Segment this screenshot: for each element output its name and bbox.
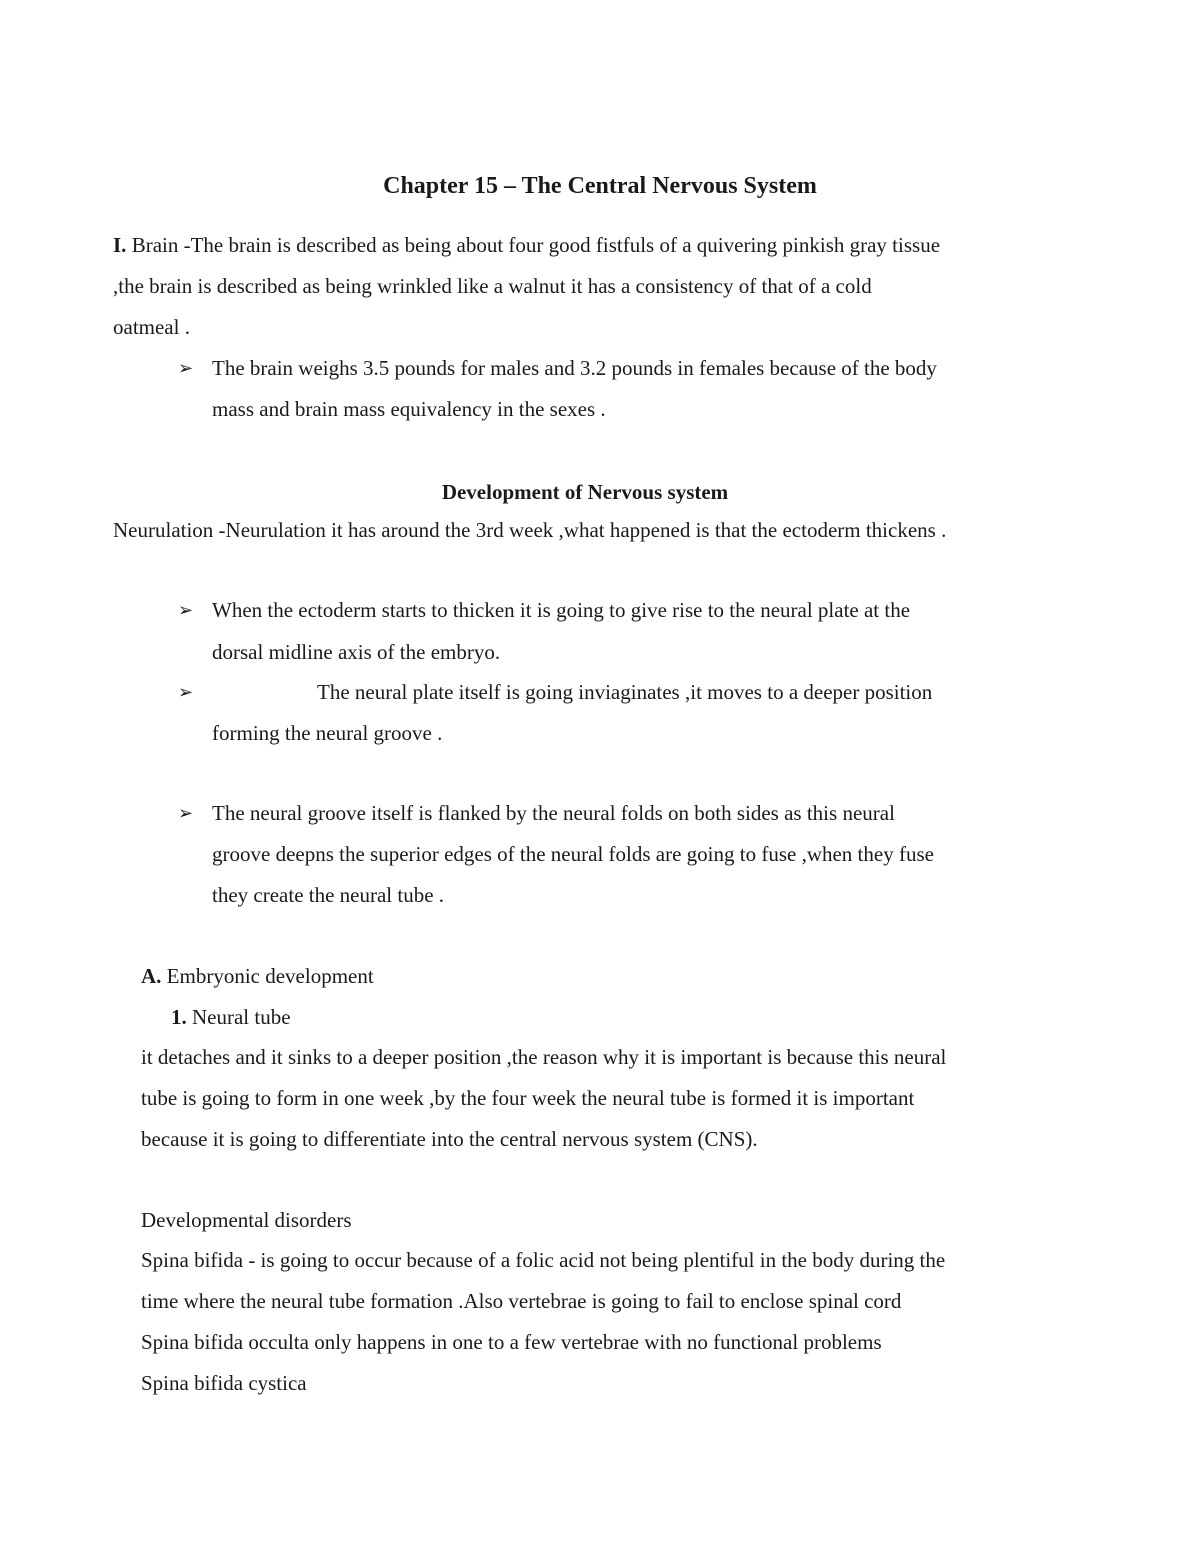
page-title: Chapter 15 – The Central Nervous System [383,173,817,199]
section-i-line-3: oatmeal . [113,315,190,339]
neural-tube-heading [171,1007,291,1028]
neural-tube-line-3: because it is going to differentiate into the central nervous system (CNS). [141,1127,758,1151]
neural-tube-label: 1. [171,1005,187,1029]
neural-groove-line-1: The neural groove itself is flanked by the neural folds on both sides as this neural [212,801,895,825]
disorders-line-1: Spina bifida - is going to occur because of a folic acid not being plentiful in the body during the [141,1248,946,1272]
neural-plate-line-2: forming the neural groove . [212,721,443,745]
neural-tube-heading-text: Neural tube [186,1005,291,1029]
development-heading: Development of Nervous system [441,480,729,504]
neural-tube-line-1: it detaches and it sinks to a deeper position ,the reason why it is important is because this neural [141,1045,947,1069]
embryonic-heading-text: Embryonic development [161,964,374,988]
section-i-line-1 [113,235,940,256]
embryonic-heading [141,966,374,987]
brain-weight-line-1: The brain weighs 3.5 pounds for males and 3.2 pounds in females because of the body [212,356,937,380]
arrow-bullet-icon: ➢ [178,803,194,824]
embryonic-label: A. [141,964,162,988]
neural-groove-line-2: groove deepns the superior edges of the neural folds are going to fuse ,when they fuse [212,842,934,866]
brain-weight-line-2: mass and brain mass equivalency in the sexes . [212,397,606,421]
ectoderm-line-1: When the ectoderm starts to thicken it is going to give rise to the neural plate at the [212,598,911,622]
section-i-text-1: Brain -The brain is described as being about four good fistfuls of a quivering pinkish gray tissue [126,233,941,257]
neural-tube-line-2: tube is going to form in one week ,by the four week the neural tube is formed it is important [141,1086,915,1110]
disorders-line-3: Spina bifida occulta only happens in one to a few vertebrae with no functional problems [141,1330,882,1354]
arrow-bullet-icon: ➢ [178,358,194,379]
neurulation-intro: Neurulation -Neurulation it has around the 3rd week ,what happened is that the ectoderm thickens . [113,518,947,542]
neural-plate-line-1: The neural plate itself is going inviaginates ,it moves to a deeper position [317,680,933,704]
section-i-line-2: ,the brain is described as being wrinkled like a walnut it has a consistency of that of a cold [113,274,872,298]
disorders-line-2: time where the neural tube formation .Also vertebrae is going to fail to enclose spinal cord [141,1289,902,1313]
disorders-line-4: Spina bifida cystica [141,1371,307,1395]
section-i-label: I. [113,233,127,257]
neural-groove-line-3: they create the neural tube . [212,883,445,907]
arrow-bullet-icon: ➢ [178,600,194,621]
arrow-bullet-icon: ➢ [178,682,194,703]
ectoderm-line-2: dorsal midline axis of the embryo. [212,640,501,664]
disorders-heading: Developmental disorders [141,1208,352,1232]
